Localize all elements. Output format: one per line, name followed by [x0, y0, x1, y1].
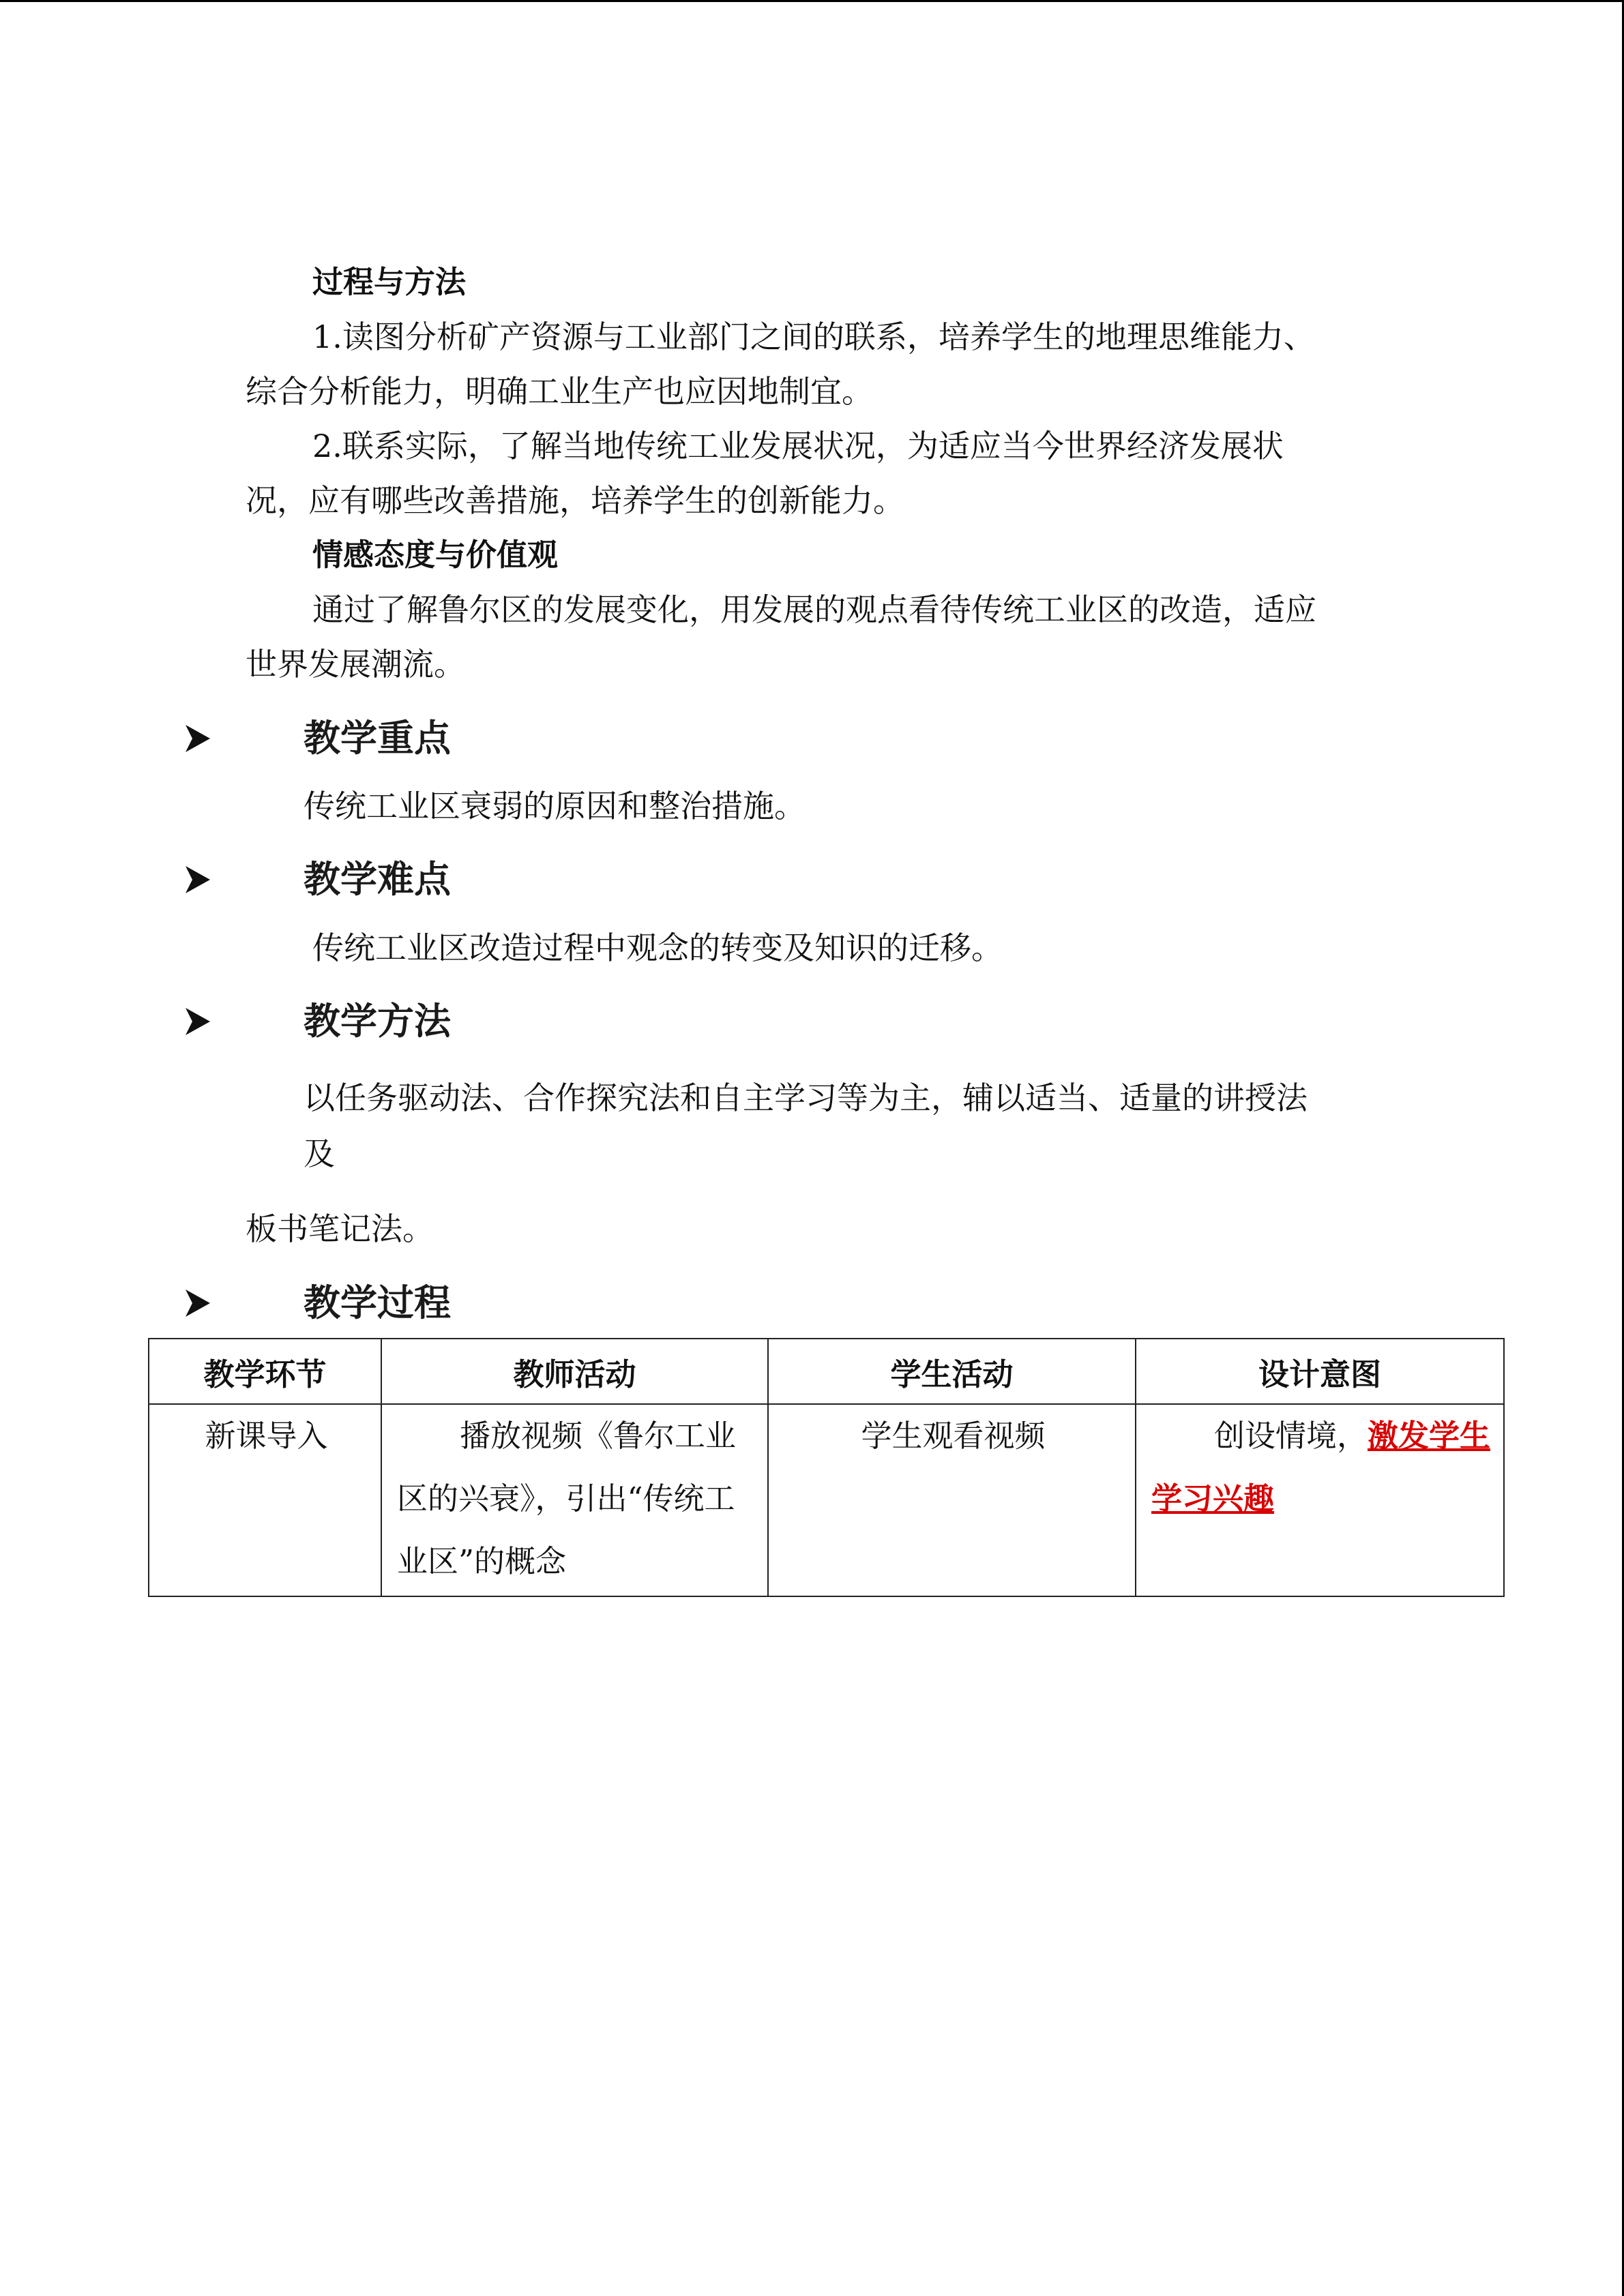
emotion-values-heading: 情感态度与价值观: [312, 537, 559, 573]
methods-line-1: 以任务驱动法、合作探究法和自主学习等为主，辅以适当、适量的讲授法: [304, 1079, 1308, 1116]
arrowhead-bullet-icon: [184, 1288, 211, 1318]
table-header-row: [149, 1339, 1504, 1404]
difficulties-text: 传统工业区改造过程中观念的转变及知识的迁移。: [312, 929, 1003, 966]
header-stage: 教学环节: [149, 1339, 381, 1404]
process-method-heading: 过程与方法: [312, 264, 467, 300]
page-border-top: [0, 0, 1624, 2]
methods-title: 教学方法: [304, 1000, 451, 1043]
objective-item-2-line-1: 2.联系实际，了解当地传统工业发展状况，为适应当今世界经济发展状: [312, 428, 1284, 464]
emotion-values-line-2: 世界发展潮流。: [246, 646, 465, 683]
teaching-process-table: [148, 1338, 1505, 1597]
key-points-title: 教学重点: [304, 717, 451, 760]
methods-line-3: 板书笔记法。: [246, 1210, 434, 1247]
emotion-values-line-1: 通过了解鲁尔区的发展变化，用发展的观点看待传统工业区的改造，适应: [312, 591, 1316, 628]
design-intent-emphasis: 激发学生学习兴趣: [1151, 1418, 1491, 1517]
key-points-text: 传统工业区衰弱的原因和整治措施。: [304, 788, 806, 824]
header-student-activity: 学生活动: [768, 1339, 1136, 1404]
cell-stage: 新课导入: [149, 1404, 381, 1596]
objective-item-2-line-2: 况，应有哪些改善措施，培养学生的创新能力。: [246, 482, 904, 519]
cell-student-activity: 学生观看视频: [768, 1404, 1136, 1596]
table-row: [149, 1404, 1504, 1596]
difficulties-title: 教学难点: [304, 858, 451, 901]
cell-design-intent: [1136, 1404, 1504, 1596]
process-title: 教学过程: [304, 1281, 451, 1324]
methods-line-2: 及: [304, 1135, 335, 1172]
arrowhead-bullet-icon: [184, 1007, 211, 1037]
cell-teacher-activity: 播放视频《鲁尔工业区的兴衰》，引出“传统工业区”的概念: [381, 1404, 768, 1596]
objective-item-1-line-2: 综合分析能力，明确工业生产也应因地制宜。: [246, 373, 873, 410]
header-design-intent: 设计意图: [1136, 1339, 1504, 1404]
arrowhead-bullet-icon: [184, 865, 211, 895]
objective-item-1-line-1: 1.读图分析矿产资源与工业部门之间的联系，培养学生的地理思维能力、: [312, 318, 1315, 355]
design-intent-prefix: 创设情境，: [1214, 1418, 1368, 1454]
arrowhead-bullet-icon: [184, 724, 211, 754]
header-teacher-activity: 教师活动: [381, 1339, 768, 1404]
